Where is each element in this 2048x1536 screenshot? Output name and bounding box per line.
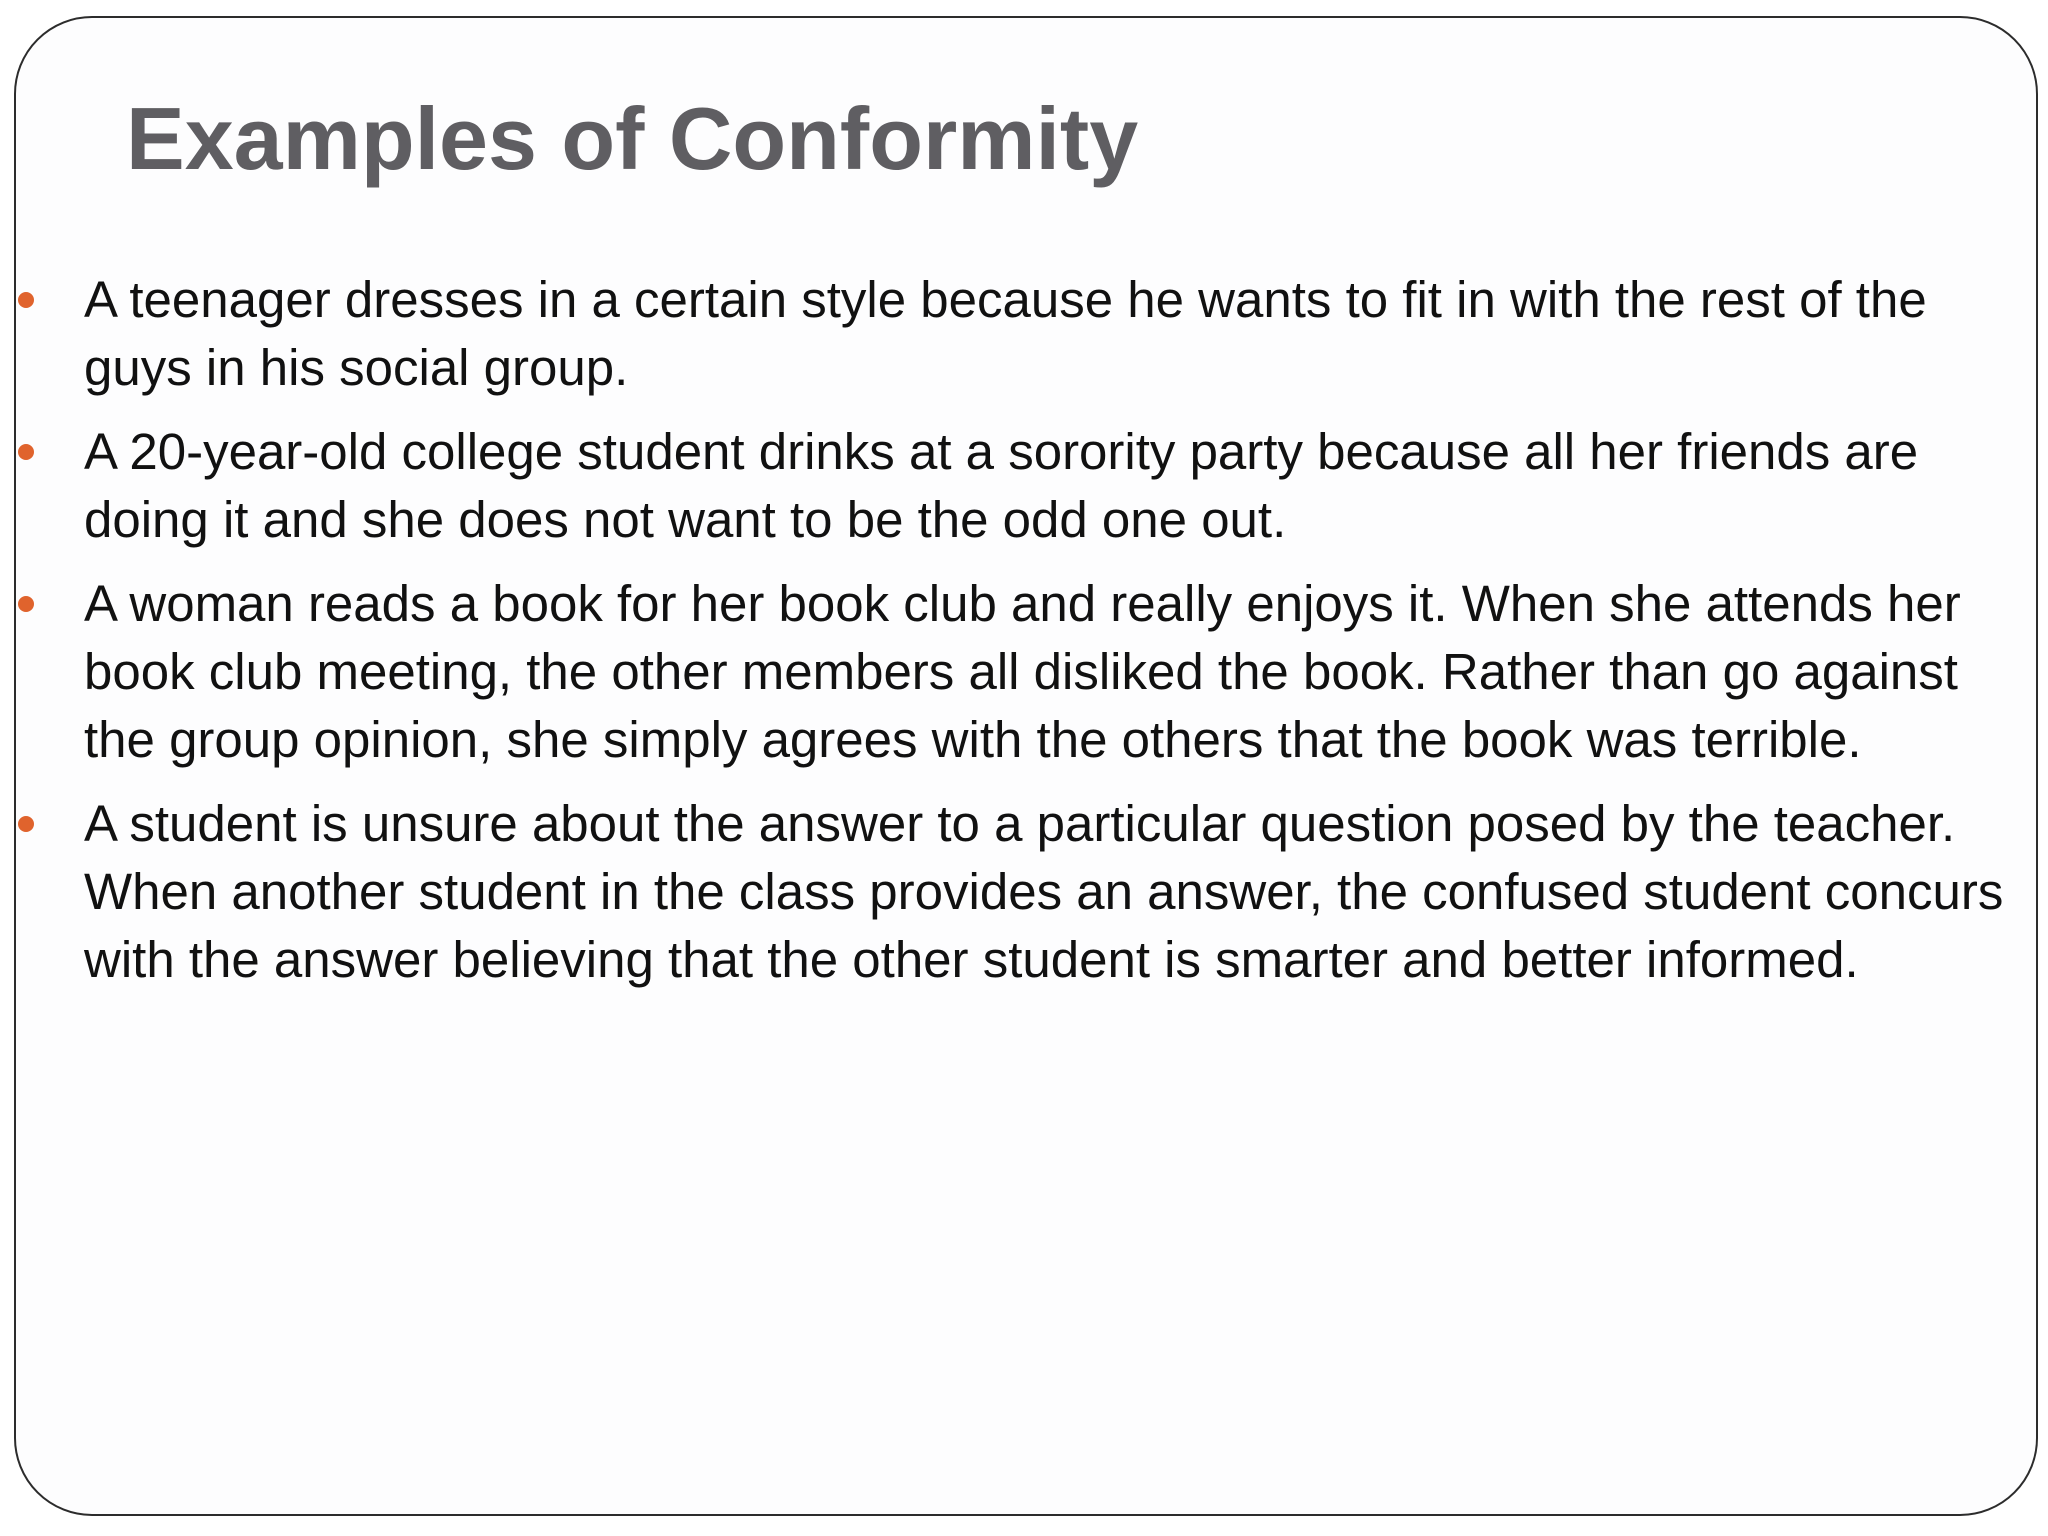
bullet-item — [16, 790, 2040, 994]
bullet-text: A teenager dresses in a certain style because he wants to fit in with the rest of the guys in his social group. — [84, 271, 1927, 396]
bullet-dot-icon — [18, 596, 34, 612]
bullet-dot-icon — [18, 444, 34, 460]
bullet-dot-icon — [18, 816, 34, 832]
bullet-dot-icon — [18, 292, 34, 308]
bullet-item — [16, 266, 2040, 402]
bullet-text: A student is unsure about the answer to a particular question posed by the teacher. When another student in the class provides an answer, the confused student concurs with the answer believing that the other student is smarter and better informed. — [84, 795, 2004, 988]
slide-title: Examples of Conformity — [126, 89, 1139, 188]
slide-frame — [14, 16, 2038, 1516]
bullet-item — [16, 418, 2040, 554]
bullet-text: A 20-year-old college student drinks at a sorority party because all her friends are doing it and she does not want to be the odd one out. — [84, 423, 1919, 548]
bullet-list — [16, 266, 2040, 1010]
bullet-text: A woman reads a book for her book club and really enjoys it. When she attends her book club meeting, the other members all disliked the book. Rather than go against the group opinion, she simply agrees with the others that the book was terrible. — [84, 575, 1961, 768]
bullet-item — [16, 570, 2040, 774]
